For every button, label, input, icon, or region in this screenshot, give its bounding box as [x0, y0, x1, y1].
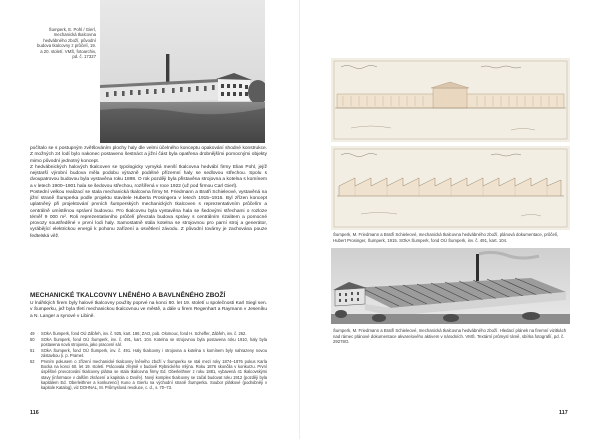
footnote: [30, 359, 267, 391]
section-text-block: [30, 301, 267, 320]
main-text-block: [30, 146, 267, 240]
paragraph-2: Z hedvábnických halových tkalcoven se typologicky vymyká menší tkalcovna hedvábí firmy Elias Pohl, jejíž nejstarší výrobní budova měla podobu výrazně podélné přízemní haly se sedlovou střechou. Spolu s dvoupatrovou budovou byla vystavěna roku 1898. O rok později byla přistavěna strojovna a kotelna s komínem a v letech 1900–1901 hala se šedovou střechou, rozšířená v roce 1922 (už pod firmou Carl Gierl).: [30, 164, 267, 189]
footnotes: [30, 331, 267, 391]
footnote: [30, 331, 267, 336]
footnote-text: Prvním pokusem o zřízení mechanické tkalcovny lněného zboží v Šumperku se stal mezi roky 1874–1876 pokus Karla Bocka na konci 60. let 19. století. Prácovala zřejmě v budově Rybnického mlýna. Roku 1876 skončila v konkurzu. První úspěšné provozování tkalcovny plátna se stala tkalcovna firmy Ed. Oberleithner z roku 1881, vybavená 41 tkalcovskými stavy (informace v dalším zkrácení a kapitola o Dvoře). Nový komplex tkalcovny se začal budovat roku 1912 (později byla kapitálem Ed. Oberleithner a konkurencí) Kuno a Gierlu na východní straně Šumperka. Soubor plátkové (podrobněji v kapitole Katalog), viz DOHNAL, M. Průmyslová revoluce, c. d., s. 70–73.: [41, 358, 267, 391]
architectural-plan-elevation: [331, 58, 570, 142]
footnote-number: 52: [30, 358, 35, 364]
footnote-number: 49: [30, 331, 35, 336]
aerial-caption: Šumperk, M. Friedmann a Bratři Schieleové, mechanická tkalcovna hedvábného zboží. Hledací plánek na firemní vizitkách nad rámec plánové dokumentace akvarelového aktivem v národních. VMŠ. Textární průmysl rámě, sbírka fotografií, pd. č. 29278O.: [333, 328, 567, 344]
footnote-text: SOkA Šumperk, fond OÚ Šumperk, inv. č. 491. Haly tkalcovny i strojovna a kotelna s komínem byly nahrazeny novou zástavbou (i. p. Pramet.: [41, 347, 267, 358]
paragraph-1: počítalo se s postupným zvětšováním plochy haly dle velmi účelného konceptu opakování shodné konstrukce. Z možných 24 lodí bylo nakonec postaveno šestnáct a jižní část byla opatřena drobnějšími pomocnými objekty mimo původní jednotný koncept.: [30, 146, 267, 164]
footnote-text: SOkA Šumperk, fond OÚ Zábřeh, inv. č. 925, kart. 186; ZAO, pob. Olomouc, fond H. Scheffer, Zábřeh, inv. č. 262.: [41, 331, 247, 336]
photo-caption-factory: Šumperk, E. Pohl / Gierl, mechanická tkalcovna hedvábného zboží, původní budova tkalcovny z průčelí, 19. a 20. století. VMŠ, fotoarchiv, pd. č. 17327: [37, 27, 96, 60]
page-number-left: 116: [30, 410, 39, 416]
section-heading: MECHANICKÉ TKALCOVNY LNĚNÉHO A BAVLNĚNÉHO ZBOŽÍ: [30, 292, 226, 299]
footnote: [30, 348, 267, 359]
footnote-number: 51: [30, 347, 35, 353]
section-paragraph: U lnářských firem byly halové tkalcovny použity poprvé na konci 80. let 19. století u společnosti Karl Siegl sen. v Šumperku, jež byla třetí mechanickou tkalcovnou ve městě, a dále u firem Regenhart a Raymann v Jeseníku a N. Langer a synové v Libině.: [30, 301, 267, 319]
footnote-number: 50: [30, 336, 35, 342]
historic-factory-photo: [100, 0, 265, 143]
footnote: [30, 337, 267, 348]
paragraph-3: Postední velkou realizací se stala mechanická tkalcovna firmy M. Friedmann a Bratři Schieleové, vystavěná na jižní straně Šumperka podle projektu stavitele Huberta Prosingera v letech 1915–1916. Byl zřízen koncept uplatněný při projektování prvních šumperských mechanických tkalcoven s reprezentativním průčelím a centrálně umístěnou správní budovou. Pro tkalcovnu byla vystavěna hala se šedovými střechami o rozloze téměř 9 000 m². Roli reprezentativního průčelí převzala budova správy s centrálním rizalitem a pomocné provozy soustředěné v první lodi haly. Samostatně stála kotelna se strojovnou pro parní stroj a generátor, vyrábějící elektrickou energii k pohonu zařízení a osvětlení závodu. Z původní továrny je zachována pouze fedtelská věž.: [30, 189, 267, 239]
architectural-plan-section: [331, 146, 570, 230]
footnote-text: SOkA Šumperk, fond OÚ Šumperk, inv. č. 491, kart. 104. Kotelna se strojovnou byla postavena roku 1910, haly byla postavena nová strojovna, jako pracovní sál.: [41, 336, 267, 347]
page-number-right: 117: [559, 410, 568, 416]
plans-caption: Šumperk, M. Friedmann a Bratři Schieleové, mechanická tkalcovna hedvábného zboží, plánová dokumentace, průčelí, Hubert Prosinger, Šumperk, 1915. SOkA Šumperk, fond OÚ Šumperk, inv. č. 491, kart. 104.: [333, 232, 559, 243]
aerial-factory-illustration: [331, 248, 570, 324]
